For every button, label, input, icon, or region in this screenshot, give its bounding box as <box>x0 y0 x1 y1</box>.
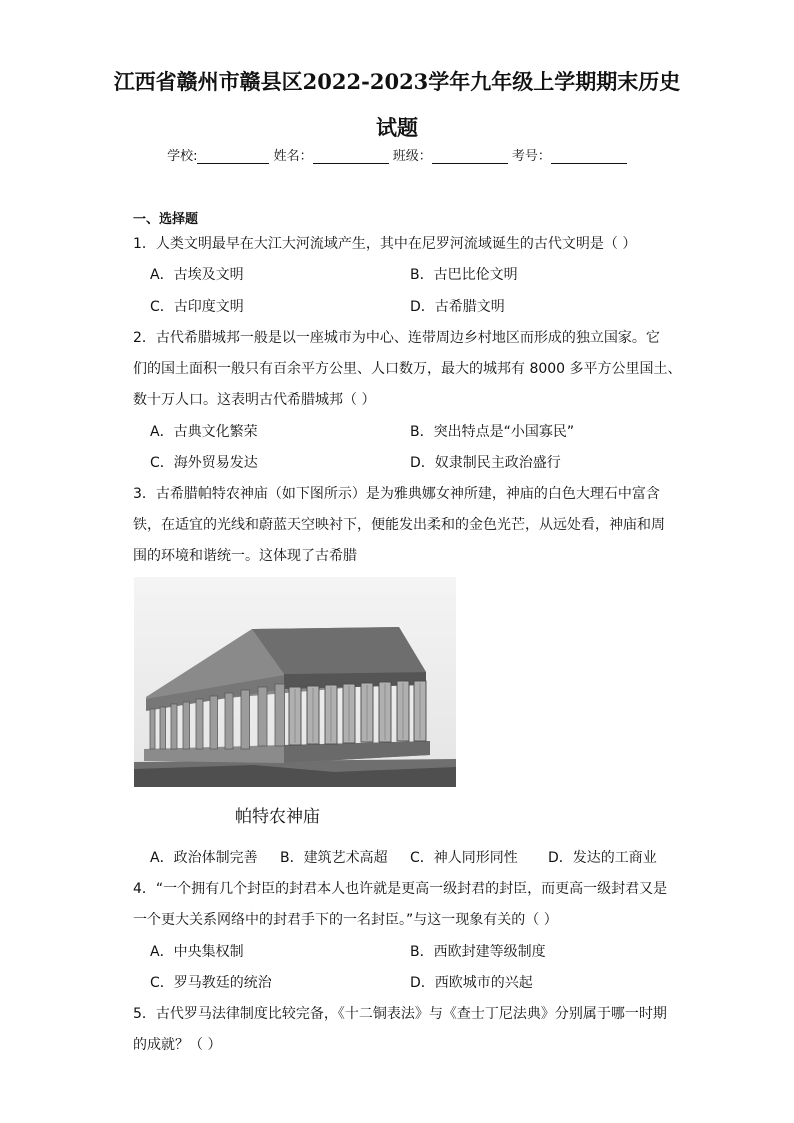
q4-option-a: A．中央集权制 <box>150 944 244 960</box>
name-label: 姓名： <box>273 149 313 164</box>
q2-stem-line-1: 2．古代希腊城邦一般是以一座城市为中心、连带周边乡村地区而形成的独立国家。它 <box>133 330 660 346</box>
q1-option-b: B．古巴比伦文明 <box>410 267 518 283</box>
parthenon-illustration <box>134 577 456 787</box>
q4-stem-line-1: 4．“一个拥有几个封臣的封君本人也许就是更高一级封君的封臣，而更高一级封君又是 <box>133 881 668 897</box>
q5-stem-line-2: 的成就？（ ） <box>133 1037 222 1053</box>
q3-option-c: C．神人同形同性 <box>410 850 518 866</box>
q5-stem-line-1: 5．古代罗马法律制度比较完备，《十二铜表法》与《查士丁尼法典》分别属于哪一时期 <box>133 1006 667 1022</box>
photo-caption: 帕特农神庙 <box>235 807 320 827</box>
q1-option-a: A．古埃及文明 <box>150 267 244 283</box>
q4-option-d: D．西欧城市的兴起 <box>410 975 533 991</box>
exam-number-blank <box>551 149 627 164</box>
parthenon-photo <box>134 577 456 787</box>
name-blank <box>313 149 389 164</box>
q4-option-b: B．西欧封建等级制度 <box>410 944 546 960</box>
q1-option-d: D．古希腊文明 <box>410 299 505 315</box>
exam-number-label: 考号： <box>511 149 551 164</box>
class-label: 班级： <box>392 149 432 164</box>
q3-stem-line-3: 围的环境和谐统一。这体现了古希腊 <box>133 548 357 564</box>
q3-stem-line-1: 3．古希腊帕特农神庙（如下图所示）是为雅典娜女神所建，神庙的白色大理石中富含 <box>133 486 660 502</box>
title-line-2: 试题 <box>376 115 418 140</box>
q4-option-c: C．罗马教廷的统治 <box>150 975 272 991</box>
q1-stem: 1．人类文明最早在大江大河流域产生，其中在尼罗河流域诞生的古代文明是（ ） <box>133 236 637 252</box>
section-heading: 一、选择题 <box>133 212 199 227</box>
q3-option-d: D．发达的工商业 <box>548 850 657 866</box>
q2-stem-line-2: 们的国土面积一般只有百余平方公里、人口数万，最大的城邦有 8000 多平方公里国土、 <box>133 361 682 377</box>
q3-option-b: B．建筑艺术高超 <box>280 850 388 866</box>
q3-option-a: A．政治体制完善 <box>150 850 258 866</box>
q2-option-d: D．奴隶制民主政治盛行 <box>410 455 561 471</box>
school-label: 学校: <box>167 149 198 164</box>
q2-option-b: B．突出特点是“小国寡民” <box>410 424 575 440</box>
q3-stem-line-2: 铁，在适宜的光线和蔚蓝天空映衬下，便能发出柔和的金色光芒，从远处看，神庙和周 <box>133 517 665 533</box>
school-blank <box>197 149 269 164</box>
q1-option-c: C．古印度文明 <box>150 299 244 315</box>
class-blank <box>432 149 508 164</box>
student-info <box>0 145 794 164</box>
title-line-1: 江西省赣州市赣县区2022-2023学年九年级上学期期末历史 <box>113 69 681 94</box>
q2-option-a: A．古典文化繁荣 <box>150 424 258 440</box>
q4-stem-line-2: 一个更大关系网络中的封君手下的一名封臣。”与这一现象有关的（ ） <box>133 912 558 928</box>
q2-option-c: C．海外贸易发达 <box>150 455 258 471</box>
q2-stem-line-3: 数十万人口。这表明古代希腊城邦（ ） <box>133 392 376 408</box>
